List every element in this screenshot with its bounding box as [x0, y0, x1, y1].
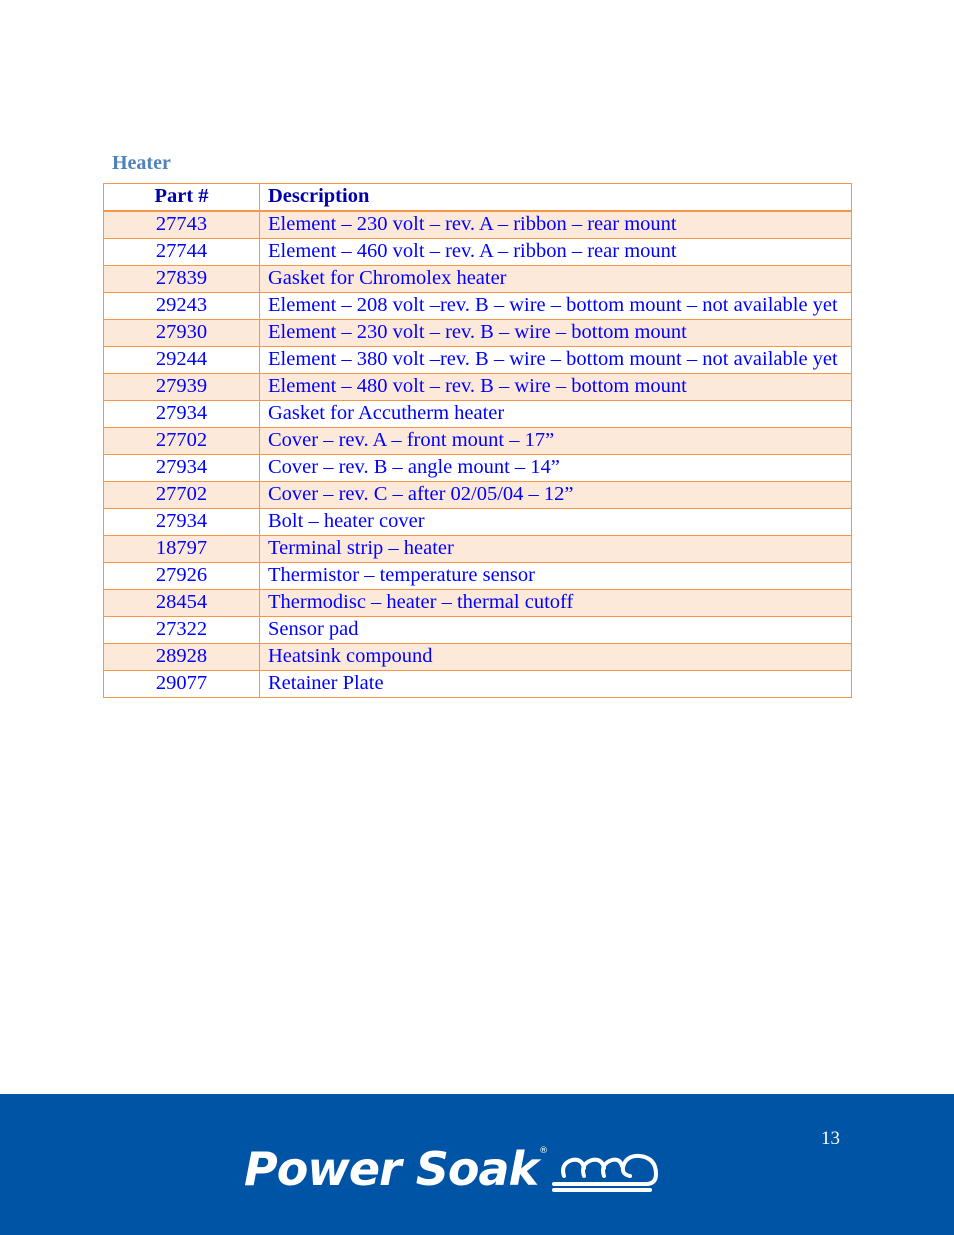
part-number-cell: 27322 [104, 617, 260, 644]
description-cell: Element – 460 volt – rev. A – ribbon – rear mount [260, 239, 852, 266]
table-row [104, 590, 852, 617]
table-row [104, 482, 852, 509]
table-row [104, 644, 852, 671]
description-cell: Element – 208 volt –rev. B – wire – bottom mount – not available yet [260, 293, 852, 320]
part-number-cell: 18797 [104, 536, 260, 563]
table-row [104, 617, 852, 644]
table-row [104, 239, 852, 266]
table-row [104, 320, 852, 347]
part-number-cell: 28454 [104, 590, 260, 617]
description-cell: Retainer Plate [260, 671, 852, 698]
part-number-cell: 29244 [104, 347, 260, 374]
part-number-cell: 27743 [104, 211, 260, 239]
column-header-part: Part # [104, 184, 260, 212]
table-row [104, 671, 852, 698]
part-number-cell: 27839 [104, 266, 260, 293]
part-number-cell: 27926 [104, 563, 260, 590]
page-number: 13 [821, 1128, 840, 1149]
description-cell: Cover – rev. C – after 02/05/04 – 12” [260, 482, 852, 509]
sink-wave-icon [550, 1146, 660, 1192]
description-cell: Cover – rev. A – front mount – 17” [260, 428, 852, 455]
table-row [104, 428, 852, 455]
part-number-cell: 27934 [104, 401, 260, 428]
part-number-cell: 27744 [104, 239, 260, 266]
section-heading: Heater [112, 152, 171, 174]
part-number-cell: 27939 [104, 374, 260, 401]
parts-table [103, 183, 852, 698]
description-cell: Element – 480 volt – rev. B – wire – bottom mount [260, 374, 852, 401]
table-row [104, 509, 852, 536]
table-row [104, 536, 852, 563]
table-row [104, 293, 852, 320]
table-row [104, 374, 852, 401]
part-number-cell: 27934 [104, 455, 260, 482]
description-cell: Thermistor – temperature sensor [260, 563, 852, 590]
part-number-cell: 29077 [104, 671, 260, 698]
table-row [104, 455, 852, 482]
table-row [104, 401, 852, 428]
description-cell: Gasket for Chromolex heater [260, 266, 852, 293]
part-number-cell: 27934 [104, 509, 260, 536]
power-soak-logo [244, 1142, 660, 1196]
description-cell: Cover – rev. B – angle mount – 14” [260, 455, 852, 482]
table-header-row [104, 184, 852, 212]
table-row [104, 266, 852, 293]
table-row [104, 563, 852, 590]
footer-bar [0, 1094, 954, 1235]
table-row [104, 211, 852, 239]
description-cell: Element – 380 volt –rev. B – wire – bottom mount – not available yet [260, 347, 852, 374]
description-cell: Gasket for Accutherm heater [260, 401, 852, 428]
description-cell: Thermodisc – heater – thermal cutoff [260, 590, 852, 617]
description-cell: Sensor pad [260, 617, 852, 644]
description-cell: Terminal strip – heater [260, 536, 852, 563]
part-number-cell: 29243 [104, 293, 260, 320]
description-cell: Bolt – heater cover [260, 509, 852, 536]
description-cell: Element – 230 volt – rev. A – ribbon – rear mount [260, 211, 852, 239]
part-number-cell: 27930 [104, 320, 260, 347]
column-header-description: Description [260, 184, 852, 212]
table-row [104, 347, 852, 374]
logo-wordmark: Power Soak [244, 1142, 539, 1196]
description-cell: Heatsink compound [260, 644, 852, 671]
description-cell: Element – 230 volt – rev. B – wire – bottom mount [260, 320, 852, 347]
part-number-cell: 27702 [104, 482, 260, 509]
part-number-cell: 27702 [104, 428, 260, 455]
part-number-cell: 28928 [104, 644, 260, 671]
registered-mark: ® [539, 1146, 549, 1156]
